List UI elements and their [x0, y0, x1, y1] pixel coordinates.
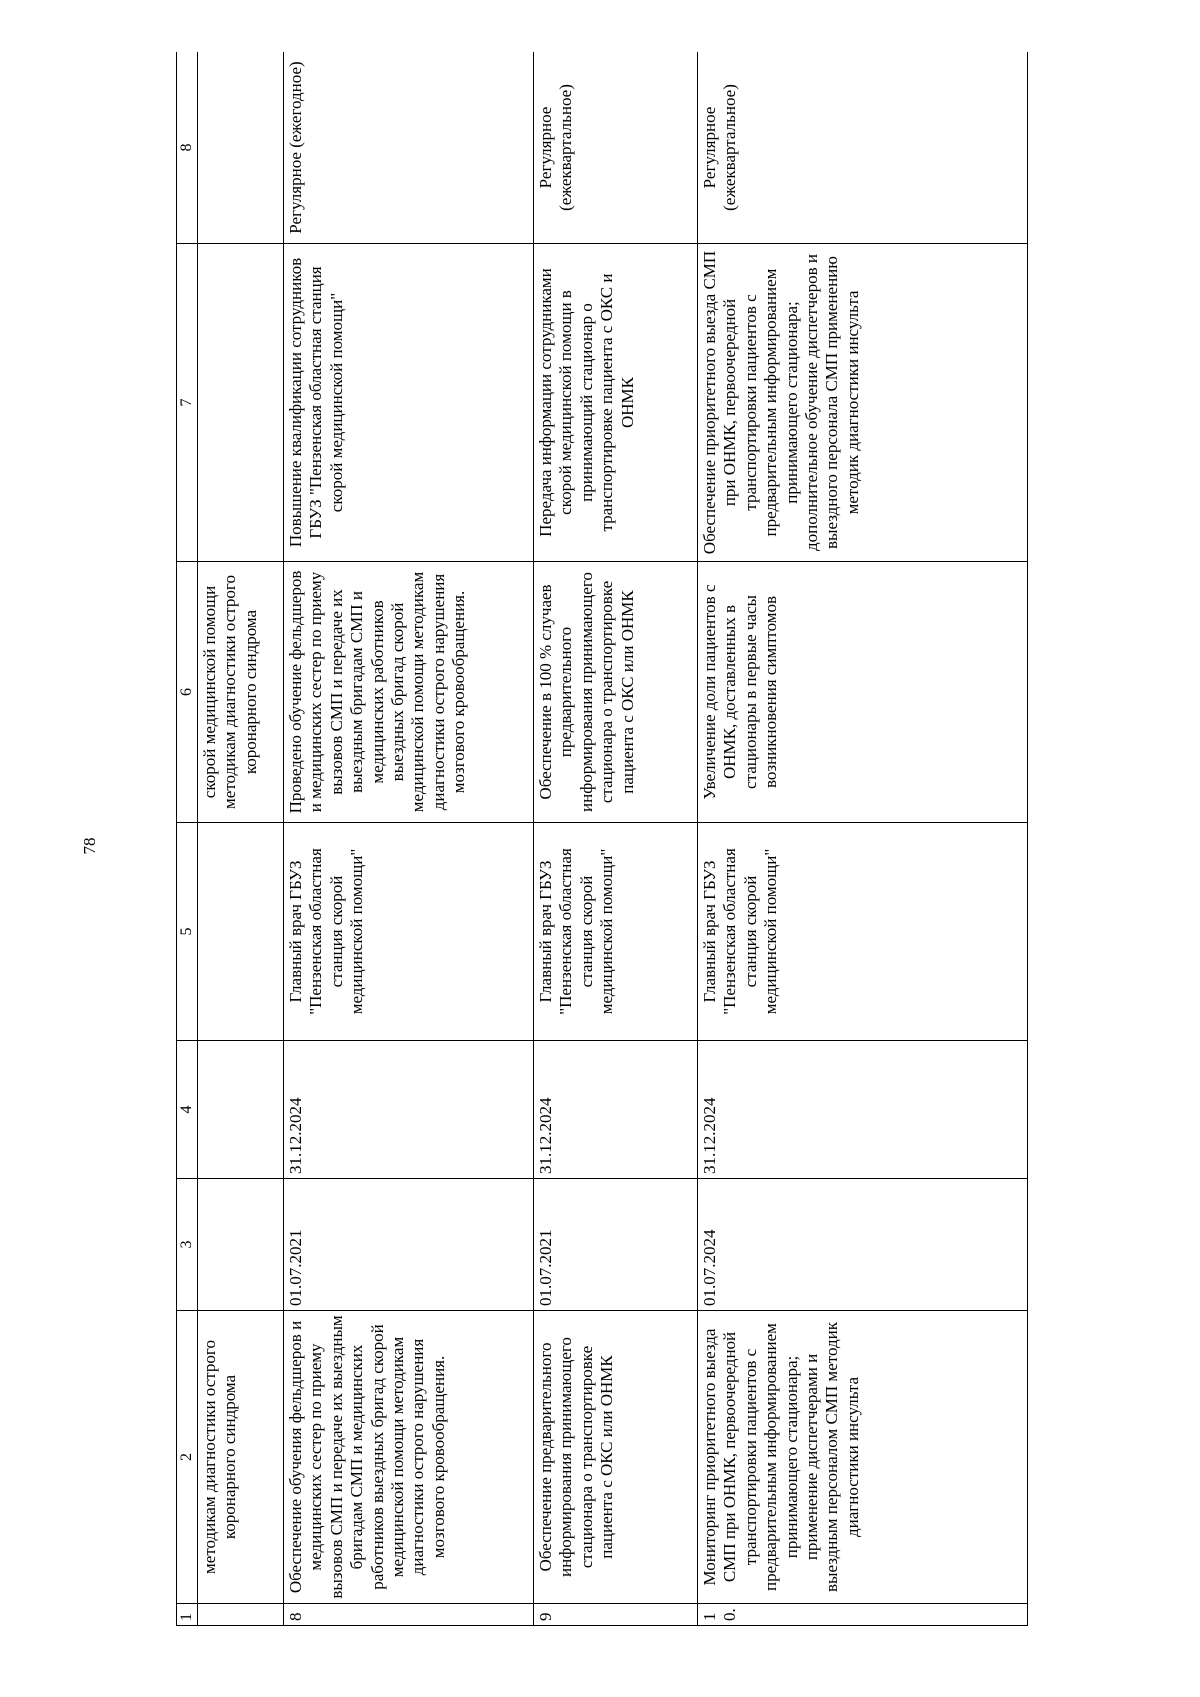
activity-table: [176, 52, 1028, 1626]
responsible-cell: Главный врач ГБУЗ "Пензенская областная станция скорой медицинской помощи": [534, 823, 698, 1041]
header-col-6: 6: [177, 562, 198, 823]
frequency-cell: Регулярное (ежеквартальное): [698, 52, 1028, 244]
header-col-4: 4: [177, 1041, 198, 1179]
header-col-3: 3: [177, 1179, 198, 1311]
table-row: [534, 52, 698, 1626]
frequency-cell: [198, 52, 284, 244]
result-cell: Проведено обучение фельдшеров и медицинских сестер по приему вызовов СМП и передаче их выездным бригадам СМП и медицинских работников выездных бригад скорой медицинской помощи методикам диагностики острого нарушения мозгового кровообращения.: [284, 562, 534, 823]
end-date-cell: 31.12.2024: [698, 1041, 1028, 1179]
event-cell: Обеспечение предварительного информирования принимающего стационара о транспортировке пациента с ОКС или ОНМК: [534, 1311, 698, 1604]
row-number: [198, 1604, 284, 1626]
event-cell: Обеспечение обучения фельдшеров и медицинских сестер по приему вызовов СМП и передаче их выездным бригадам СМП и медицинских работников выездных бригад скорой медицинской помощи методикам диагностики острого нарушения мозгового кровообращения.: [284, 1311, 534, 1604]
table-frame: [176, 52, 1028, 1626]
end-date-cell: 31.12.2024: [284, 1041, 534, 1179]
frequency-cell: Регулярное (ежегодное): [284, 52, 534, 244]
table-row: [198, 52, 284, 1626]
event-cell: Мониторинг приоритетного выезда СМП при ОНМК, первоочередной транспортировки пациентов с предварительным информированием принимающего стационара; применение диспетчерами и выездным персоналом СМП методик диагностики инсульта: [698, 1311, 1028, 1604]
responsible-cell: Главный врач ГБУЗ "Пензенская областная станция скорой медицинской помощи": [284, 823, 534, 1041]
table-row: [698, 52, 1028, 1626]
end-date-cell: [198, 1041, 284, 1179]
indicator-cell: Обеспечение приоритетного выезда СМП при ОНМК, первоочередной транспортировки пациентов с предварительным информированием принимающего стационара; дополнительное обучение диспетчеров и выездного персонала СМП применению методик диагностики инсульта: [698, 244, 1028, 562]
indicator-cell: [198, 244, 284, 562]
result-cell: Увеличение доли пациентов с ОНМК, доставленных в стационары в первые часы возникновения симптомов: [698, 562, 1028, 823]
header-col-8: 8: [177, 52, 198, 244]
row-number: 10.: [698, 1604, 1028, 1626]
header-col-2: 2: [177, 1311, 198, 1604]
start-date-cell: 01.07.2021: [284, 1179, 534, 1311]
result-cell: скорой медицинской помощи методикам диагностики острого коронарного синдрома: [198, 562, 284, 823]
result-cell: Обеспечение в 100 % случаев предварительного информирования принимающего стационара о транспортировке пациента с ОКС или ОНМК: [534, 562, 698, 823]
end-date-cell: 31.12.2024: [534, 1041, 698, 1179]
rotated-table-wrapper: [176, 52, 1028, 1626]
frequency-cell: Регулярное (ежеквартальное): [534, 52, 698, 244]
start-date-cell: 01.07.2021: [534, 1179, 698, 1311]
start-date-cell: [198, 1179, 284, 1311]
page-number: 78: [80, 837, 99, 855]
indicator-cell: Передача информации сотрудниками скорой медицинской помощи в принимающий стационар о транспортировке пациента с ОКС и ОНМК: [534, 244, 698, 562]
header-col-1: 1: [177, 1604, 198, 1626]
start-date-cell: 01.07.2024: [698, 1179, 1028, 1311]
responsible-cell: Главный врач ГБУЗ "Пензенская областная станция скорой медицинской помощи": [698, 823, 1028, 1041]
header-col-5: 5: [177, 823, 198, 1041]
row-number: 9: [534, 1604, 698, 1626]
responsible-cell: [198, 823, 284, 1041]
header-col-7: 7: [177, 244, 198, 562]
indicator-cell: Повышение квалификации сотрудников ГБУЗ "Пензенская областная станция скорой медицинской помощи": [284, 244, 534, 562]
event-cell: методикам диагностики острого коронарного синдрома: [198, 1311, 284, 1604]
row-number: 8: [284, 1604, 534, 1626]
table-row: [284, 52, 534, 1626]
header-number-row: [177, 52, 198, 1626]
